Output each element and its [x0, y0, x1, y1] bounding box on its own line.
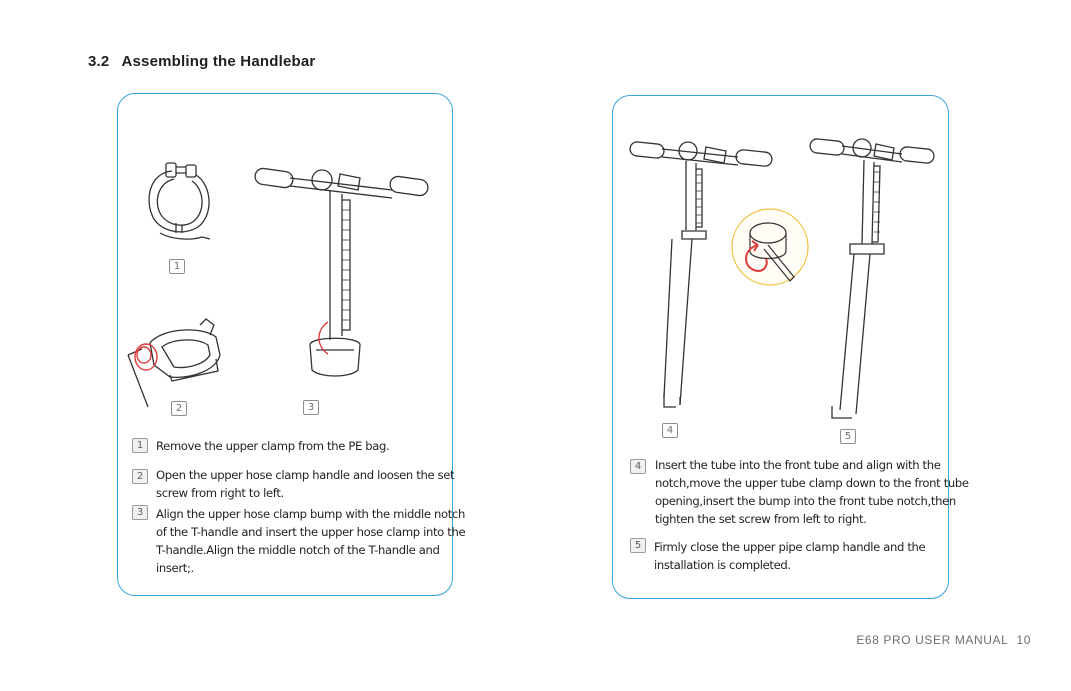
step-4-text: Insert the tube into the front tube and align with the notch,move the upper tube clamp down to the front tube opening,insert the bump into the front tube notch,then tighten the set screw from left to right. — [655, 458, 969, 526]
step-2-badge: 2 — [132, 469, 148, 484]
page-number: 10 — [1016, 633, 1031, 647]
step-1-badge: 1 — [132, 438, 148, 453]
step-5-text: Firmly close the upper pipe clamp handle and the installation is completed. — [654, 540, 926, 572]
step-2-text: Open the upper hose clamp handle and loosen the set screw from right to left. — [156, 468, 455, 500]
step-1-text: Remove the upper clamp from the PE bag. — [156, 439, 390, 453]
figure-label-2: 2 — [171, 401, 187, 416]
figure-label-5: 5 — [840, 429, 856, 444]
figure-label-1: 1 — [169, 259, 185, 274]
page-footer — [856, 633, 1031, 647]
clamp-detail-zoom — [728, 205, 818, 290]
step-3-badge: 3 — [132, 505, 148, 520]
section-title: Assembling the Handlebar — [121, 53, 316, 70]
figure-label-3: 3 — [303, 400, 319, 415]
manual-title: E68 PRO USER MANUAL — [856, 633, 1009, 647]
section-heading — [88, 53, 315, 70]
figure-label-4: 4 — [662, 423, 678, 438]
section-number: 3.2 — [88, 53, 110, 70]
step-3-text: Align the upper hose clamp bump with the middle notch of the T-handle and insert the upper hose clamp into the T-handle.Align the middle notch of the T-handle and insert;. — [156, 507, 466, 575]
clamp-illustration — [140, 153, 220, 248]
clamp-with-hex-key-illustration — [120, 315, 225, 410]
step-5-badge: 5 — [630, 538, 646, 553]
completed-assembly-illustration — [808, 132, 938, 422]
t-handle-illustration — [250, 150, 435, 380]
step-4-badge: 4 — [630, 459, 646, 474]
